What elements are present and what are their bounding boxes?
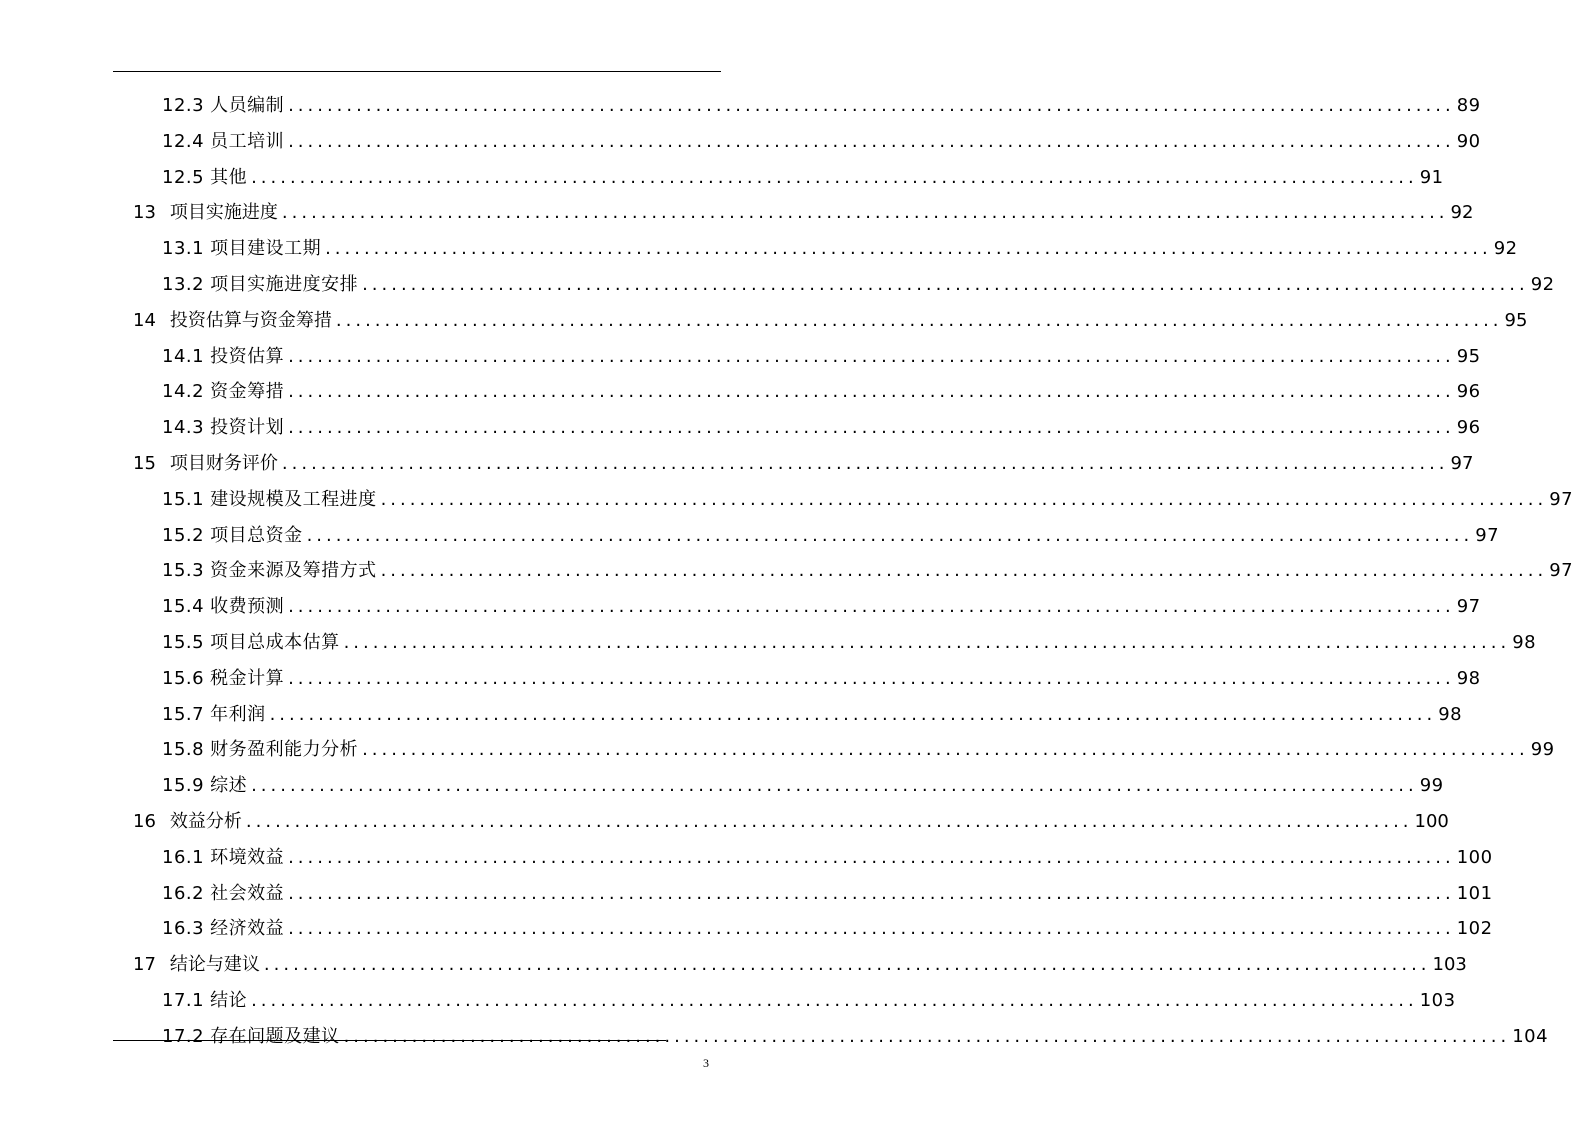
toc-dot-leader: ........................................................................................................................ <box>288 667 1455 689</box>
toc-entry-label <box>162 843 284 869</box>
toc-entry-page: 100 <box>1414 811 1449 832</box>
toc-entry-label <box>162 163 247 189</box>
toc-entry-label <box>162 91 284 117</box>
toc-entry-page: 97 <box>1456 596 1481 618</box>
toc-entry-page: 89 <box>1456 95 1481 116</box>
toc-dot-leader: ........................................................................................................................ <box>288 381 1455 403</box>
toc-dot-leader: ........................................................................................................................ <box>288 417 1455 439</box>
toc-dot-leader: ........................................................................................................................ <box>380 488 1548 510</box>
toc-dot-leader: ........................................................................................................................ <box>288 596 1455 618</box>
toc-entry-number: 17.2 <box>162 1025 205 1047</box>
toc-entry-title: 收费预测 <box>210 596 285 618</box>
toc-entry[interactable] <box>133 198 1474 226</box>
toc-entry[interactable] <box>162 664 1481 692</box>
toc-entry-title: 员工培训 <box>210 130 285 152</box>
toc-entry-number: 16 <box>133 811 156 832</box>
toc-entry-title: 资金来源及筹措方式 <box>210 560 377 582</box>
toc-entry-label <box>162 234 321 260</box>
toc-entry-title: 其他 <box>210 166 248 188</box>
toc-entry-title: 经济效益 <box>210 918 285 940</box>
toc-dot-leader: ........................................................................................................................ <box>288 95 1455 116</box>
toc-entry-page: 102 <box>1456 918 1493 940</box>
page-number: 3 <box>703 1056 709 1070</box>
toc-entry-label <box>162 771 247 797</box>
toc-entry-page: 104 <box>1512 1025 1549 1047</box>
toc-entry-title: 社会效益 <box>210 882 285 904</box>
toc-entry[interactable] <box>162 556 1573 584</box>
toc-dot-leader: ........................................................................................................................ <box>263 954 1431 976</box>
toc-entry-number: 15 <box>133 453 156 474</box>
toc-entry-page: 103 <box>1432 954 1467 976</box>
toc-dot-leader: ........................................................................................................................ <box>343 1025 1511 1047</box>
toc-entry[interactable] <box>162 521 1500 549</box>
toc-entry-number: 15.8 <box>162 739 205 761</box>
toc-entry-label <box>162 270 358 296</box>
toc-entry-number: 16.2 <box>162 882 205 904</box>
toc-entry-title: 环境效益 <box>210 846 285 868</box>
toc-entry[interactable] <box>133 449 1474 477</box>
toc-entry[interactable] <box>162 270 1555 298</box>
header-rule <box>113 71 721 72</box>
toc-entry-title: 税金计算 <box>210 667 285 689</box>
toc-dot-leader: ........................................................................................................................ <box>288 846 1455 868</box>
toc-entry-number: 16.1 <box>162 846 205 868</box>
toc-entry-page: 99 <box>1419 775 1444 797</box>
toc-entry-page: 101 <box>1456 882 1493 904</box>
toc-entry-title: 综述 <box>210 775 248 797</box>
toc-entry[interactable] <box>162 879 1493 907</box>
toc-entry-title: 人员编制 <box>210 95 285 116</box>
toc-dot-leader: ........................................................................................................................ <box>251 166 1418 188</box>
toc-entry-title: 资金筹措 <box>210 381 285 403</box>
toc-entry[interactable] <box>162 986 1456 1014</box>
toc-entry-label <box>162 485 377 511</box>
toc-entry-number: 15.7 <box>162 703 205 725</box>
toc-entry[interactable] <box>162 413 1481 441</box>
toc-entry[interactable] <box>162 914 1493 942</box>
toc-dot-leader: ........................................................................................................................ <box>306 524 1474 546</box>
toc-entry-title: 投资计划 <box>210 417 285 439</box>
toc-entry-page: 98 <box>1512 632 1537 653</box>
toc-entry-title: 年利润 <box>210 703 266 725</box>
toc-entry-page: 103 <box>1419 990 1456 1011</box>
toc-dot-leader: ........................................................................................................................ <box>362 739 1529 761</box>
toc-entry[interactable] <box>162 843 1493 871</box>
toc-entry-title: 项目建设工期 <box>210 238 322 260</box>
toc-entry-label <box>133 449 278 475</box>
toc-entry-number: 14 <box>133 309 156 331</box>
toc-dot-leader: ........................................................................................................................ <box>343 632 1511 653</box>
toc-entry[interactable] <box>162 1022 1549 1050</box>
toc-entry-title: 投资估算 <box>210 345 285 367</box>
toc-entry-label <box>162 556 377 582</box>
toc-dot-leader: ........................................................................................................................ <box>281 202 1449 224</box>
toc-entry[interactable] <box>162 342 1481 370</box>
toc-entry-label <box>162 127 284 153</box>
toc-dot-leader: ........................................................................................................................ <box>325 238 1492 260</box>
toc-entry[interactable] <box>162 771 1444 799</box>
toc-entry-title: 建设规模及工程进度 <box>210 488 377 510</box>
toc-entry-number: 15.4 <box>162 596 205 618</box>
toc-entry-page: 96 <box>1456 381 1481 403</box>
toc-dot-leader: ........................................................................................................................ <box>335 309 1503 331</box>
toc-entry-label <box>162 342 284 368</box>
toc-entry-title: 财务盈利能力分析 <box>210 739 359 761</box>
toc-entry-label <box>162 735 358 761</box>
toc-entry-label <box>162 628 340 654</box>
toc-dot-leader: ........................................................................................................................ <box>362 274 1529 295</box>
toc-entry-number: 15.9 <box>162 775 205 797</box>
toc-entry-label <box>162 377 284 403</box>
toc-entry[interactable] <box>162 163 1444 191</box>
toc-entry-label <box>133 198 278 224</box>
toc-entry-page: 95 <box>1456 345 1481 367</box>
toc-entry-title: 投资估算与资金筹措 <box>169 309 332 331</box>
toc-entry[interactable] <box>162 377 1481 405</box>
toc-dot-leader: ........................................................................................................................ <box>288 882 1455 904</box>
toc-dot-leader: ........................................................................................................................ <box>269 703 1437 725</box>
toc-entry-number: 14.2 <box>162 381 205 403</box>
toc-entry-label <box>162 413 284 439</box>
toc-dot-leader: ........................................................................................................................ <box>288 130 1455 152</box>
toc-entry-label <box>133 950 260 976</box>
toc-entry-page: 91 <box>1419 166 1444 188</box>
toc-entry[interactable] <box>162 628 1537 656</box>
toc-dot-leader: ........................................................................................................................ <box>251 775 1418 797</box>
toc-dot-leader: ........................................................................................................................ <box>380 560 1548 582</box>
toc-entry-number: 12.3 <box>162 95 205 116</box>
toc-entry-page: 100 <box>1456 846 1493 868</box>
toc-entry[interactable] <box>162 592 1481 620</box>
toc-entry-title: 项目实施进度 <box>169 202 278 224</box>
toc-entry[interactable] <box>162 91 1481 119</box>
toc-entry-page: 96 <box>1456 417 1481 439</box>
toc-entry[interactable] <box>133 950 1467 978</box>
toc-entry-number: 15.2 <box>162 524 205 546</box>
toc-entry-label <box>162 664 284 690</box>
toc-entry-title: 结论 <box>210 990 248 1011</box>
toc-entry[interactable] <box>162 735 1555 763</box>
toc-dot-leader: ........................................................................................................................ <box>281 453 1449 474</box>
toc-entry-page: 90 <box>1456 130 1481 152</box>
toc-entry-title: 效益分析 <box>169 811 242 832</box>
toc-entry[interactable] <box>162 700 1463 728</box>
toc-dot-leader: ........................................................................................................................ <box>288 345 1455 367</box>
toc-entry[interactable] <box>162 127 1481 155</box>
toc-entry-page: 92 <box>1450 202 1474 224</box>
toc-entry-page: 97 <box>1549 488 1573 510</box>
toc-entry-number: 14.3 <box>162 417 205 439</box>
toc-entry-label <box>162 592 284 618</box>
toc-entry[interactable] <box>162 485 1573 513</box>
toc-entry-number: 13 <box>133 202 156 224</box>
toc-entry-label <box>162 879 284 905</box>
toc-entry-page: 97 <box>1475 524 1500 546</box>
toc-entry-number: 17 <box>133 954 156 976</box>
toc-entry-label <box>162 700 266 726</box>
toc-entry-number: 12.5 <box>162 166 205 188</box>
toc-entry-page: 99 <box>1530 739 1555 761</box>
toc-entry-label <box>162 986 247 1012</box>
toc-dot-leader: ........................................................................................................................ <box>288 918 1455 940</box>
toc-entry-label <box>162 914 284 940</box>
toc-entry-number: 16.3 <box>162 918 205 940</box>
toc-entry-title: 项目总成本估算 <box>210 632 340 653</box>
toc-entry-page: 92 <box>1530 274 1555 295</box>
toc-entry-number: 15.5 <box>162 632 205 653</box>
toc-dot-leader: ........................................................................................................................ <box>251 990 1418 1011</box>
toc-entry[interactable] <box>133 807 1449 835</box>
toc-dot-leader: ........................................................................................................................ <box>245 811 1413 832</box>
toc-entry[interactable] <box>133 306 1528 334</box>
toc-entry-number: 17.1 <box>162 990 205 1011</box>
footer-rule <box>113 1040 666 1041</box>
toc-entry-number: 15.1 <box>162 488 205 510</box>
toc-entry-page: 97 <box>1450 453 1474 474</box>
toc-entry-number: 15.3 <box>162 560 205 582</box>
toc-entry-page: 95 <box>1504 309 1528 331</box>
toc-entry-number: 15.6 <box>162 667 205 689</box>
toc-entry-title: 项目财务评价 <box>169 453 278 474</box>
toc-entry-page: 97 <box>1549 560 1573 582</box>
toc-entry-page: 92 <box>1493 238 1518 260</box>
toc-entry-number: 13.2 <box>162 274 205 295</box>
toc-entry-label <box>133 807 242 833</box>
toc-entry-number: 13.1 <box>162 238 205 260</box>
toc-entry-number: 14.1 <box>162 345 205 367</box>
toc-entry-number: 12.4 <box>162 130 205 152</box>
toc-entry-page: 98 <box>1456 667 1481 689</box>
toc-entry-label <box>133 306 332 332</box>
toc-entry-title: 结论与建议 <box>169 954 260 976</box>
toc-entry-title: 存在问题及建议 <box>210 1025 340 1047</box>
toc-entry-label <box>162 1022 340 1048</box>
toc-entry-label <box>162 521 303 547</box>
toc-entry-page: 98 <box>1438 703 1463 725</box>
toc-entry[interactable] <box>162 234 1518 262</box>
toc-entry-title: 项目总资金 <box>210 524 303 546</box>
toc-entry-title: 项目实施进度安排 <box>210 274 359 295</box>
